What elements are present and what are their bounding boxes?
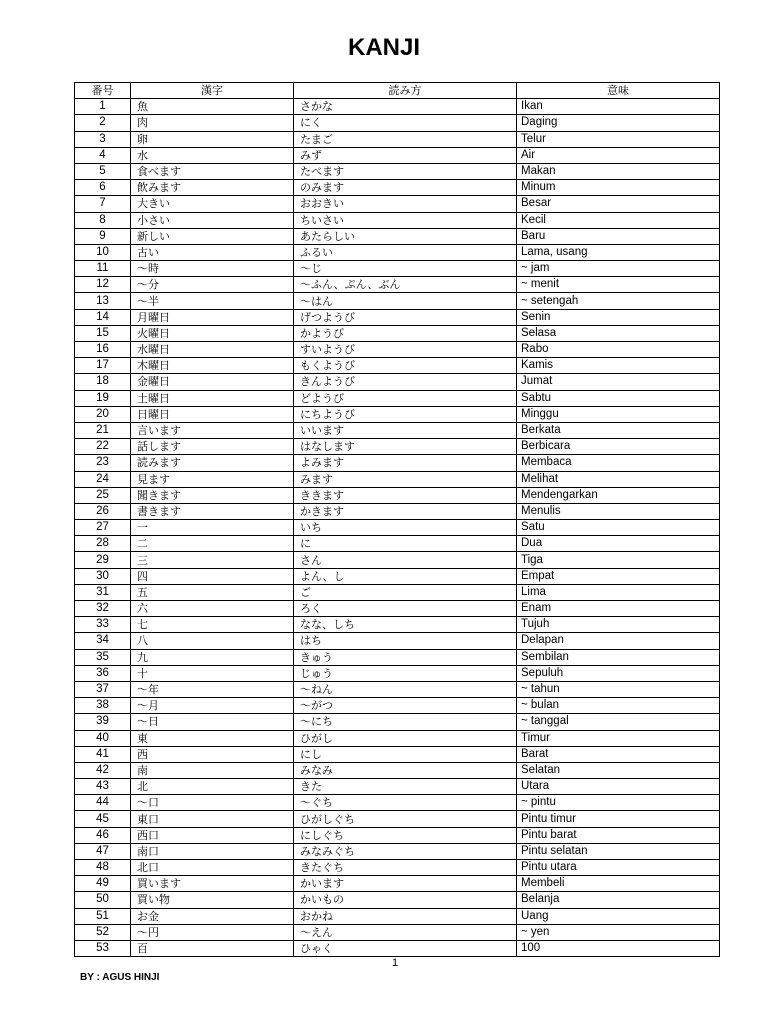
cell-kanji: 三 — [131, 552, 294, 568]
table-row — [75, 131, 720, 147]
cell-kanji: 十 — [131, 665, 294, 681]
cell-reading: すいようび — [294, 342, 517, 358]
cell-number: 28 — [75, 536, 131, 552]
cell-meaning: ~ bulan — [517, 698, 720, 714]
cell-meaning: Utara — [517, 779, 720, 795]
cell-reading: げつようび — [294, 309, 517, 325]
cell-meaning: Sepuluh — [517, 665, 720, 681]
cell-meaning: Air — [517, 147, 720, 163]
cell-reading: きんようび — [294, 374, 517, 390]
cell-reading: ～がつ — [294, 698, 517, 714]
cell-reading: いいます — [294, 422, 517, 438]
cell-kanji: 書きます — [131, 503, 294, 519]
cell-reading: ご — [294, 584, 517, 600]
cell-number: 35 — [75, 649, 131, 665]
cell-kanji: 南 — [131, 762, 294, 778]
cell-kanji: ～半 — [131, 293, 294, 309]
table-row — [75, 633, 720, 649]
cell-reading: ひがしぐち — [294, 811, 517, 827]
cell-meaning: ~ pintu — [517, 795, 720, 811]
cell-reading: ふるい — [294, 244, 517, 260]
cell-number: 5 — [75, 163, 131, 179]
cell-number: 18 — [75, 374, 131, 390]
cell-kanji: 月曜日 — [131, 309, 294, 325]
cell-meaning: Lama, usang — [517, 244, 720, 260]
table-row — [75, 811, 720, 827]
table-row — [75, 649, 720, 665]
cell-number: 1 — [75, 99, 131, 115]
cell-number: 17 — [75, 358, 131, 374]
page-title: KANJI — [347, 34, 420, 61]
table-row — [75, 455, 720, 471]
cell-meaning: Ikan — [517, 99, 720, 115]
cell-reading: よみます — [294, 455, 517, 471]
cell-kanji: 見ます — [131, 471, 294, 487]
cell-reading: かようび — [294, 325, 517, 341]
cell-number: 14 — [75, 309, 131, 325]
cell-meaning: Timur — [517, 730, 720, 746]
table-row — [75, 325, 720, 341]
cell-number: 31 — [75, 584, 131, 600]
cell-number: 52 — [75, 924, 131, 940]
cell-kanji: 八 — [131, 633, 294, 649]
cell-reading: ～じ — [294, 261, 517, 277]
cell-reading: なな、しち — [294, 617, 517, 633]
cell-number: 41 — [75, 746, 131, 762]
cell-reading: たべます — [294, 163, 517, 179]
table-row — [75, 601, 720, 617]
cell-meaning: Kecil — [517, 212, 720, 228]
cell-kanji: 飲みます — [131, 180, 294, 196]
cell-kanji: 六 — [131, 601, 294, 617]
cell-kanji: 水曜日 — [131, 342, 294, 358]
cell-reading: に — [294, 536, 517, 552]
table-row — [75, 244, 720, 260]
cell-kanji: 大きい — [131, 196, 294, 212]
cell-kanji: 西 — [131, 746, 294, 762]
table-row — [75, 487, 720, 503]
table-row — [75, 147, 720, 163]
cell-meaning: Membeli — [517, 876, 720, 892]
cell-meaning: Berkata — [517, 422, 720, 438]
cell-kanji: 五 — [131, 584, 294, 600]
cell-number: 24 — [75, 471, 131, 487]
cell-meaning: ~ setengah — [517, 293, 720, 309]
cell-reading: みなみ — [294, 762, 517, 778]
table-row — [75, 860, 720, 876]
cell-number: 47 — [75, 843, 131, 859]
cell-reading: ～ふん、ぷん、ぶん — [294, 277, 517, 293]
cell-number: 37 — [75, 681, 131, 697]
cell-meaning: ~ yen — [517, 924, 720, 940]
header-meaning: 意味 — [517, 83, 720, 99]
cell-meaning: Rabo — [517, 342, 720, 358]
cell-kanji: 南口 — [131, 843, 294, 859]
cell-reading: にちようび — [294, 406, 517, 422]
table-row — [75, 115, 720, 131]
cell-kanji: ～分 — [131, 277, 294, 293]
cell-meaning: Besar — [517, 196, 720, 212]
cell-reading: さん — [294, 552, 517, 568]
cell-reading: ひゃく — [294, 940, 517, 956]
cell-meaning: Barat — [517, 746, 720, 762]
cell-number: 13 — [75, 293, 131, 309]
cell-number: 4 — [75, 147, 131, 163]
cell-number: 43 — [75, 779, 131, 795]
cell-number: 39 — [75, 714, 131, 730]
cell-kanji: 土曜日 — [131, 390, 294, 406]
cell-kanji: ～時 — [131, 261, 294, 277]
cell-reading: ひがし — [294, 730, 517, 746]
table-row — [75, 196, 720, 212]
table-row — [75, 374, 720, 390]
cell-meaning: Tiga — [517, 552, 720, 568]
cell-kanji: 古い — [131, 244, 294, 260]
cell-kanji: 金曜日 — [131, 374, 294, 390]
cell-kanji: 小さい — [131, 212, 294, 228]
table-row — [75, 552, 720, 568]
cell-kanji: 九 — [131, 649, 294, 665]
cell-reading: ろく — [294, 601, 517, 617]
cell-kanji: 東 — [131, 730, 294, 746]
cell-meaning: ~ menit — [517, 277, 720, 293]
cell-number: 16 — [75, 342, 131, 358]
header-reading: 読み方 — [294, 83, 517, 99]
cell-reading: きゅう — [294, 649, 517, 665]
table-row — [75, 163, 720, 179]
cell-meaning: Delapan — [517, 633, 720, 649]
cell-kanji: 新しい — [131, 228, 294, 244]
table-row — [75, 617, 720, 633]
cell-reading: じゅう — [294, 665, 517, 681]
cell-meaning: Uang — [517, 908, 720, 924]
cell-kanji: 読みます — [131, 455, 294, 471]
cell-number: 6 — [75, 180, 131, 196]
table-row — [75, 568, 720, 584]
table-row — [75, 924, 720, 940]
table-row — [75, 536, 720, 552]
cell-reading: よん、し — [294, 568, 517, 584]
table-row — [75, 843, 720, 859]
cell-meaning: Telur — [517, 131, 720, 147]
cell-kanji: 一 — [131, 520, 294, 536]
cell-kanji: 西口 — [131, 827, 294, 843]
cell-kanji: ～円 — [131, 924, 294, 940]
cell-number: 10 — [75, 244, 131, 260]
cell-number: 3 — [75, 131, 131, 147]
cell-kanji: 買い物 — [131, 892, 294, 908]
cell-number: 30 — [75, 568, 131, 584]
cell-kanji: ～口 — [131, 795, 294, 811]
table-row — [75, 471, 720, 487]
cell-kanji: 卵 — [131, 131, 294, 147]
cell-meaning: Menulis — [517, 503, 720, 519]
cell-number: 19 — [75, 390, 131, 406]
cell-reading: かきます — [294, 503, 517, 519]
cell-reading: のみます — [294, 180, 517, 196]
cell-kanji: 聞きます — [131, 487, 294, 503]
table-row — [75, 892, 720, 908]
cell-kanji: 魚 — [131, 99, 294, 115]
cell-number: 46 — [75, 827, 131, 843]
cell-number: 8 — [75, 212, 131, 228]
cell-kanji: 日曜日 — [131, 406, 294, 422]
cell-reading: おおきい — [294, 196, 517, 212]
cell-number: 27 — [75, 520, 131, 536]
cell-meaning: Satu — [517, 520, 720, 536]
cell-reading: みず — [294, 147, 517, 163]
cell-meaning: Melihat — [517, 471, 720, 487]
table-row — [75, 212, 720, 228]
cell-kanji: 木曜日 — [131, 358, 294, 374]
cell-meaning: Baru — [517, 228, 720, 244]
cell-number: 7 — [75, 196, 131, 212]
table-row — [75, 827, 720, 843]
table-row — [75, 503, 720, 519]
cell-number: 20 — [75, 406, 131, 422]
cell-number: 42 — [75, 762, 131, 778]
header-kanji: 漢字 — [131, 83, 294, 99]
cell-number: 21 — [75, 422, 131, 438]
cell-number: 15 — [75, 325, 131, 341]
cell-reading: みます — [294, 471, 517, 487]
cell-reading: いち — [294, 520, 517, 536]
cell-number: 50 — [75, 892, 131, 908]
cell-reading: にしぐち — [294, 827, 517, 843]
table-row — [75, 180, 720, 196]
cell-reading: さかな — [294, 99, 517, 115]
cell-reading: かいます — [294, 876, 517, 892]
cell-number: 33 — [75, 617, 131, 633]
cell-reading: にし — [294, 746, 517, 762]
cell-number: 45 — [75, 811, 131, 827]
cell-meaning: Minggu — [517, 406, 720, 422]
cell-reading: はち — [294, 633, 517, 649]
cell-reading: どようび — [294, 390, 517, 406]
cell-reading: ～にち — [294, 714, 517, 730]
cell-kanji: ～月 — [131, 698, 294, 714]
cell-kanji: 二 — [131, 536, 294, 552]
cell-number: 26 — [75, 503, 131, 519]
table-row — [75, 358, 720, 374]
cell-reading: はなします — [294, 439, 517, 455]
table-header-row — [75, 83, 720, 99]
table-row — [75, 681, 720, 697]
cell-reading: ～えん — [294, 924, 517, 940]
cell-number: 48 — [75, 860, 131, 876]
author-credit: BY : AGUS HINJI — [80, 972, 160, 983]
cell-reading: ～はん — [294, 293, 517, 309]
cell-kanji: 四 — [131, 568, 294, 584]
cell-meaning: Pintu barat — [517, 827, 720, 843]
kanji-table — [74, 82, 720, 957]
table-row — [75, 795, 720, 811]
table-row — [75, 665, 720, 681]
table-row — [75, 940, 720, 956]
cell-meaning: ~ tanggal — [517, 714, 720, 730]
cell-number: 2 — [75, 115, 131, 131]
cell-number: 23 — [75, 455, 131, 471]
cell-number: 49 — [75, 876, 131, 892]
table-row — [75, 309, 720, 325]
table-row — [75, 746, 720, 762]
cell-meaning: Makan — [517, 163, 720, 179]
cell-number: 29 — [75, 552, 131, 568]
cell-meaning: 100 — [517, 940, 720, 956]
cell-meaning: Belanja — [517, 892, 720, 908]
table-row — [75, 779, 720, 795]
cell-reading: たまご — [294, 131, 517, 147]
cell-kanji: ～年 — [131, 681, 294, 697]
cell-kanji: 北 — [131, 779, 294, 795]
cell-reading: きた — [294, 779, 517, 795]
cell-number: 51 — [75, 908, 131, 924]
table-row — [75, 277, 720, 293]
cell-meaning: Pintu selatan — [517, 843, 720, 859]
cell-number: 32 — [75, 601, 131, 617]
cell-reading: ちいさい — [294, 212, 517, 228]
cell-number: 22 — [75, 439, 131, 455]
table-row — [75, 714, 720, 730]
cell-meaning: Selasa — [517, 325, 720, 341]
cell-kanji: 北口 — [131, 860, 294, 876]
table-row — [75, 342, 720, 358]
cell-meaning: Daging — [517, 115, 720, 131]
cell-reading: かいもの — [294, 892, 517, 908]
table-row — [75, 698, 720, 714]
cell-kanji: 火曜日 — [131, 325, 294, 341]
cell-number: 40 — [75, 730, 131, 746]
table-row — [75, 293, 720, 309]
cell-reading: おかね — [294, 908, 517, 924]
cell-number: 34 — [75, 633, 131, 649]
table-row — [75, 422, 720, 438]
cell-kanji: お金 — [131, 908, 294, 924]
cell-meaning: Minum — [517, 180, 720, 196]
cell-meaning: Enam — [517, 601, 720, 617]
table-row — [75, 908, 720, 924]
cell-kanji: 東口 — [131, 811, 294, 827]
table-row — [75, 261, 720, 277]
cell-kanji: 百 — [131, 940, 294, 956]
cell-kanji: 買います — [131, 876, 294, 892]
table-row — [75, 584, 720, 600]
cell-number: 44 — [75, 795, 131, 811]
cell-reading: ききます — [294, 487, 517, 503]
cell-number: 53 — [75, 940, 131, 956]
cell-reading: にく — [294, 115, 517, 131]
cell-meaning: ~ jam — [517, 261, 720, 277]
cell-number: 12 — [75, 277, 131, 293]
cell-meaning: Membaca — [517, 455, 720, 471]
table-row — [75, 439, 720, 455]
cell-number: 25 — [75, 487, 131, 503]
cell-reading: もくようび — [294, 358, 517, 374]
cell-number: 38 — [75, 698, 131, 714]
cell-number: 9 — [75, 228, 131, 244]
cell-meaning: Kamis — [517, 358, 720, 374]
table-row — [75, 762, 720, 778]
cell-meaning: Tujuh — [517, 617, 720, 633]
table-row — [75, 228, 720, 244]
table-row — [75, 390, 720, 406]
cell-reading: きたぐち — [294, 860, 517, 876]
cell-meaning: Pintu timur — [517, 811, 720, 827]
cell-meaning: Mendengarkan — [517, 487, 720, 503]
cell-reading: あたらしい — [294, 228, 517, 244]
page-number: 1 — [391, 957, 399, 969]
cell-meaning: Berbicara — [517, 439, 720, 455]
cell-number: 11 — [75, 261, 131, 277]
cell-kanji: ～日 — [131, 714, 294, 730]
cell-kanji: 食べます — [131, 163, 294, 179]
cell-meaning: ~ tahun — [517, 681, 720, 697]
table-row — [75, 520, 720, 536]
cell-kanji: 水 — [131, 147, 294, 163]
cell-kanji: 七 — [131, 617, 294, 633]
cell-meaning: Dua — [517, 536, 720, 552]
cell-meaning: Selatan — [517, 762, 720, 778]
cell-reading: ～ねん — [294, 681, 517, 697]
table-row — [75, 406, 720, 422]
cell-meaning: Sembilan — [517, 649, 720, 665]
cell-meaning: Jumat — [517, 374, 720, 390]
cell-kanji: 話します — [131, 439, 294, 455]
cell-meaning: Empat — [517, 568, 720, 584]
cell-kanji: 肉 — [131, 115, 294, 131]
header-number: 番号 — [75, 83, 131, 99]
cell-meaning: Senin — [517, 309, 720, 325]
cell-kanji: 言います — [131, 422, 294, 438]
cell-reading: みなみぐち — [294, 843, 517, 859]
cell-reading: ～ぐち — [294, 795, 517, 811]
cell-number: 36 — [75, 665, 131, 681]
cell-meaning: Sabtu — [517, 390, 720, 406]
table-row — [75, 876, 720, 892]
table-row — [75, 99, 720, 115]
cell-meaning: Lima — [517, 584, 720, 600]
cell-meaning: Pintu utara — [517, 860, 720, 876]
table-row — [75, 730, 720, 746]
